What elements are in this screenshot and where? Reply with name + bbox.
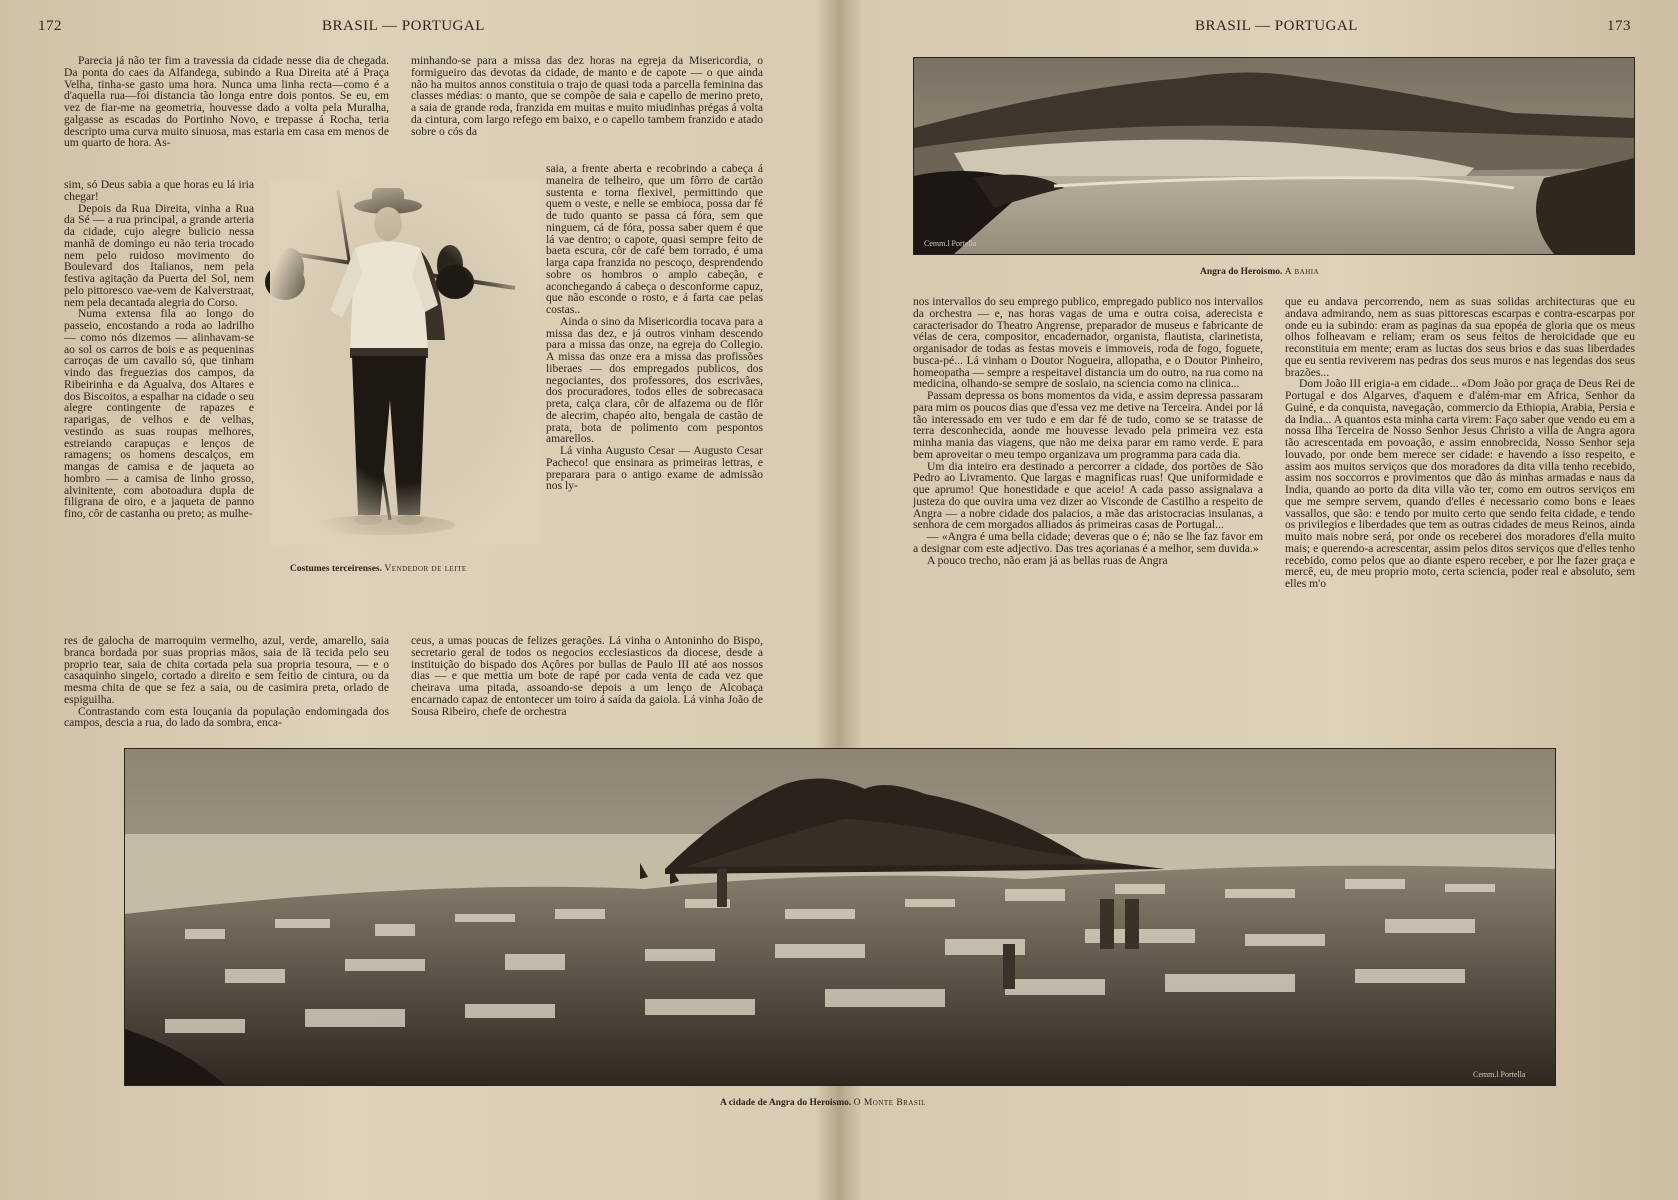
paragraph: Depois da Rua Direita, vinha a Rua da Sé — a rua principal, a grande arteria da cidade, cujo alegre bulicio nessa manhã de domingo eu não teria trocado nem pelo ruidoso movimento do Boulevard dos Italianos, nem pela festiva agitação da Puerta del Sol, nem pelo pittoresco vae-vem de Kalverstraat, nem pela decantada alegria do Corso. bbox=[64, 201, 254, 309]
milk-vendor-figure bbox=[270, 180, 540, 545]
paragraph: A pouco trecho, não eram já as bellas ruas de Angra bbox=[927, 553, 1168, 567]
caption-subtitle: A bahia bbox=[1284, 267, 1320, 277]
paragraph: saia, a frente aberta e recobrindo a cabeça á maneira de telheiro, que um fôrro de cartão sustenta e torna flexivel, permittindo que quem o veste, e nelle se embioca, possa dar fé de tudo quanto se passa cá fóra, sem que ninguem, cá de fóra, possa saber quem é que lá vae dentro; o capote, quasi sempre feito de baeta escura, côr de café bem torrado, é uma larga capa franzida no pescoço, desprendendo sobre os hombros o amplo cabeção, e aconchegando á cabeça o desconforme capuz, que não esconde o rosto, e á farta cae pelas costas.. bbox=[546, 162, 763, 316]
paragraph: Numa extensa fila ao longo do passeio, encostando a roda ao ladrilho — como nós dizemos — alinhavam-se ao sol os carros de bois e as pequeninas carroças de um cavallo só, que tinham vindo das freguezias dos campos, da Ribeirinha e da Agualva, dos Altares e dos Biscoitos, a espalhar na cidade o seu alegre contingente de rapazes e raparigas, de velhos e de velhas, vestindo as suas roupas melhores, estreiando carapuças e lenços de ramagens; os homens descalços, em mangas de camisa e de jaqueta ao hombro — a camisa de linho grosso, alvinitente, com abotoadura dupla de filigrana de oiro, e a jaqueta de panno fino, côr de castanha ou preto; as mulhe- bbox=[64, 307, 254, 520]
paragraph: Ainda o sino da Misericordia tocava para a missa das dez, e já outros vinham descendo para a missa das onze, na egreja do Collegio. A missa das onze era a missa das profissões liberaes — dos empregados publicos, dos negociantes, dos professores, dos escrivães, dos procuradores, todos elles de sobrecasaca preta, calça clara, côr de alfazema ou de flôr de alecrim, chapéo alto, bengala de castão de prata, bota de polimento com pespontos amarellos. bbox=[546, 314, 763, 446]
paragraph: minhando-se para a missa das dez horas na egreja da Misericordia, o formigueiro das devotas da cidade, de manto e de capote — o que ainda não ha muitos annos constituia o trajo de quasi toda a parcella feminina das classes médias: o manto, que se compõe de saia e capello de merino preto, a saia de grande roda, franzida em muitas e muito miudinhas prégas á volta da cintura, com largo refego em baixo, e o capello tambem franzido e atado sobre o cós da bbox=[411, 54, 763, 138]
photo-credit: Cemm.l Portella bbox=[924, 239, 977, 248]
running-head-right: BRASIL — PORTUGAL bbox=[1195, 18, 1358, 34]
bay-landscape-image bbox=[914, 58, 1634, 254]
col3 bbox=[913, 296, 1263, 706]
milk-vendor-illustration bbox=[270, 180, 540, 545]
col1-bottom bbox=[64, 634, 389, 730]
col4 bbox=[1285, 296, 1635, 706]
paragraph: Um dia inteiro era destinado a percorrer a cidade, dos portões de São Pedro ao Livramento. Que largas e magnificas ruas! Que uniformidade e que aprumo! Que honestidade e que aceio! A cada passo assignalava a justeza do que ouvira uma vez dizer ao Visconde de Castilho a respeito de Angra — a nobre cidade dos palacios, a mãe das aristocracias insulanas, a senhora de cem morgados alliados ás primeiras casas de Portugal... bbox=[913, 459, 1263, 532]
caption-title: Costumes terceirenses. bbox=[290, 564, 382, 574]
bay-photo bbox=[913, 57, 1635, 255]
paragraph: Contrastando com esta louçania da população endomingada dos campos, descia a rua, do lado da sombra, enca- bbox=[64, 704, 389, 730]
col1-narrow bbox=[64, 179, 254, 635]
col2-top bbox=[411, 55, 763, 163]
paragraph: Dom João III erigia-a em cidade... «Dom João por graça de Deus Rei de Portugal e dos Algarves, d'aquem e d'além-mar em Africa, Senhor da Guiné, e da conquista, navegação, commercio da Ethiopia, Arabia, Persia e da India... A quantos esta minha carta virem: Faço saber que vendo eu em a nossa Ilha Terceira de Nosso Senhor Jesus Christo a villa de Angra agora tão acrescentada em povoação, e assim ennobrecida, Nosso Senhor seja louvado, por onde bem merece ser cidade: e havendo a isso respeito, e assim aos muitos serviços que dos moradores da dita villa tenho recebido, assim nos soccorros e provimentos que dão ás minhas armadas e naus da India, quando ao porto da dita villa vão ter, como em outros serviços em que me sempre servem, quando d'elles é necessario como bons e leaes vassallos, que são: e tendo por muito certo que sendo feita cidade, e tendo os privilegios e liberdades que tem as outras cidades de meus Reinos, ainda muito mais nobre será, por onde os receberei dos moradores d'ella muito mais; e querendo-a acrescentar, assim pelos ditos serviços que d'elles tenho recebido, como pelos que ao diante espero receber, e por lhe fazer graça e mercê, eu, de meu proprio moto, certa sciencia, poder real e absoluto, sem elles m'o bbox=[1285, 377, 1635, 590]
caption-title: A cidade de Angra do Heroismo. bbox=[720, 1098, 852, 1108]
angra-panorama-image bbox=[125, 749, 1555, 1085]
caption-title: Angra do Heroismo. bbox=[1200, 267, 1283, 277]
col2-bottom bbox=[411, 634, 763, 718]
col2-narrow bbox=[546, 163, 763, 635]
paragraph: que eu andava percorrendo, nem as suas solidas architecturas que eu andava admirando, nem as suas pittorescas escarpas e contra-escarpas por onde eu ia subindo: eram as paginas da sua epopéa de gloria que os meus olhos folheavam e reliam; eram os seus feitos de heroicidade que eu reconstituia em mente; eram as luctas dos seus brios e das suas liberdades que eu sentia reviverem nas pedras dos seus muros e nas legendas dos seus brazões... bbox=[1285, 295, 1635, 379]
paragraph: Parecia já não ter fim a travessia da cidade nesse dia de chegada. Da ponta do caes da Alfandega, subindo a Rua Direita até á Praça Velha, tinha-se gasto uma hora. Nunca uma linha recta—como é a d'aquella rua—foi distancia tão longa entre dois pontos. Se eu, em vez de fiar-me na geometria, houvesse dado a volta pela Muralha, galgasse as escadas do Portinho Novo, e trepasse á Rocha, teria descripto uma curva muito sinuosa, mas estaria em casa em menos de um quarto de hora. As- bbox=[64, 54, 389, 150]
paragraph: sim, só Deus sabia a que horas eu lá iria chegar! bbox=[64, 178, 254, 203]
paragraph: Lá vinha Augusto Cesar — Augusto Cesar Pacheco! que ensinara as primeiras lettras, e preparara para o antigo exame de admissão nos ly- bbox=[546, 444, 763, 493]
paragraph: nos intervallos do seu emprego publico, empregado publico nos intervallos da orchestra — e, nas horas vagas de uma e outra coisa, aderecista e caracterisador do Theatro Angrense, preparador de museus e fabricante de vélas de cera, compositor, encadernador, organista, flautista, clarinetista, organisador de todas as festas moveis e immoveis, roda de fogo, foguete, busca-pé... Lá vinham o Doutor Nogueira, allopatha, e o Doutor Pinheiro, homeopatha — sempre a respeitavel distancia um do outro, na rua como na medicina, olhando-se sempre de soslaio, na sciencia como na clinica... bbox=[913, 295, 1263, 391]
top-photo-caption bbox=[1200, 267, 1319, 277]
col1-top bbox=[64, 55, 389, 179]
running-head-left: BRASIL — PORTUGAL bbox=[322, 18, 485, 34]
paragraph: Passam depressa os bons momentos da vida, e assim depressa passaram para mim os poucos dias que d'essa vez me detive na Terceira. Andei por lá tão interessado em ver tudo e em dar fé de tudo, como se se tratasse de terra desconhecida, aonde me houvesse levado pela primeira vez esta minha mania das viagens, que não me deixa parar em ramo verde. E para bem aproveitar o meu tempo organizava um programma para cada dia. bbox=[913, 389, 1263, 461]
page-number-right: 173 bbox=[1607, 18, 1631, 34]
caption-subtitle: O Monte Brasil bbox=[853, 1098, 926, 1108]
caption-subtitle: Vendedor de leite bbox=[384, 564, 467, 574]
panorama-photo bbox=[124, 748, 1556, 1086]
paragraph: — «Angra é uma bella cidade; deveras que o é; não se lhe faz favor em a designar com este adjectivo. Das tres açorianas é a melhor, sem duvida.» bbox=[913, 530, 1263, 555]
paragraph: res de galocha de marroquim vermelho, azul, verde, amarello, saia branca bordada por suas proprias mãos, saia de lã tecida pelo seu proprio tear, saia de chita cortada pela sua propria tesoura, — e o casaquinho singelo, cortado a direito e sem feitio de cintura, ou da mesma chita de que se fez a saia, ou de casimira preta, orlado de espiguilha. bbox=[64, 634, 389, 706]
paragraph: ceus, a umas poucas de felizes gerações. Lá vinha o Antoninho do Bispo, secretario geral de todos os negocios ecclesiasticos da diocese, desde a instituição do bispado dos Açôres por bullas de Paulo III até aos nossos dias — e que mettia um bote de rapé por cada venta de cada vez que cheirava uma pitada, assoando-se depois a um lenço de Alcobaça encarnado capaz de entontecer um toiro á saída da gaiola. Lá vinha João de Sousa Ribeiro, chefe de orchestra bbox=[411, 634, 763, 718]
page-number-left: 172 bbox=[38, 18, 62, 34]
figure-caption-vendor bbox=[290, 564, 467, 574]
photo-credit: Cemm.l Portella bbox=[1473, 1070, 1526, 1079]
panorama-caption bbox=[720, 1098, 926, 1108]
